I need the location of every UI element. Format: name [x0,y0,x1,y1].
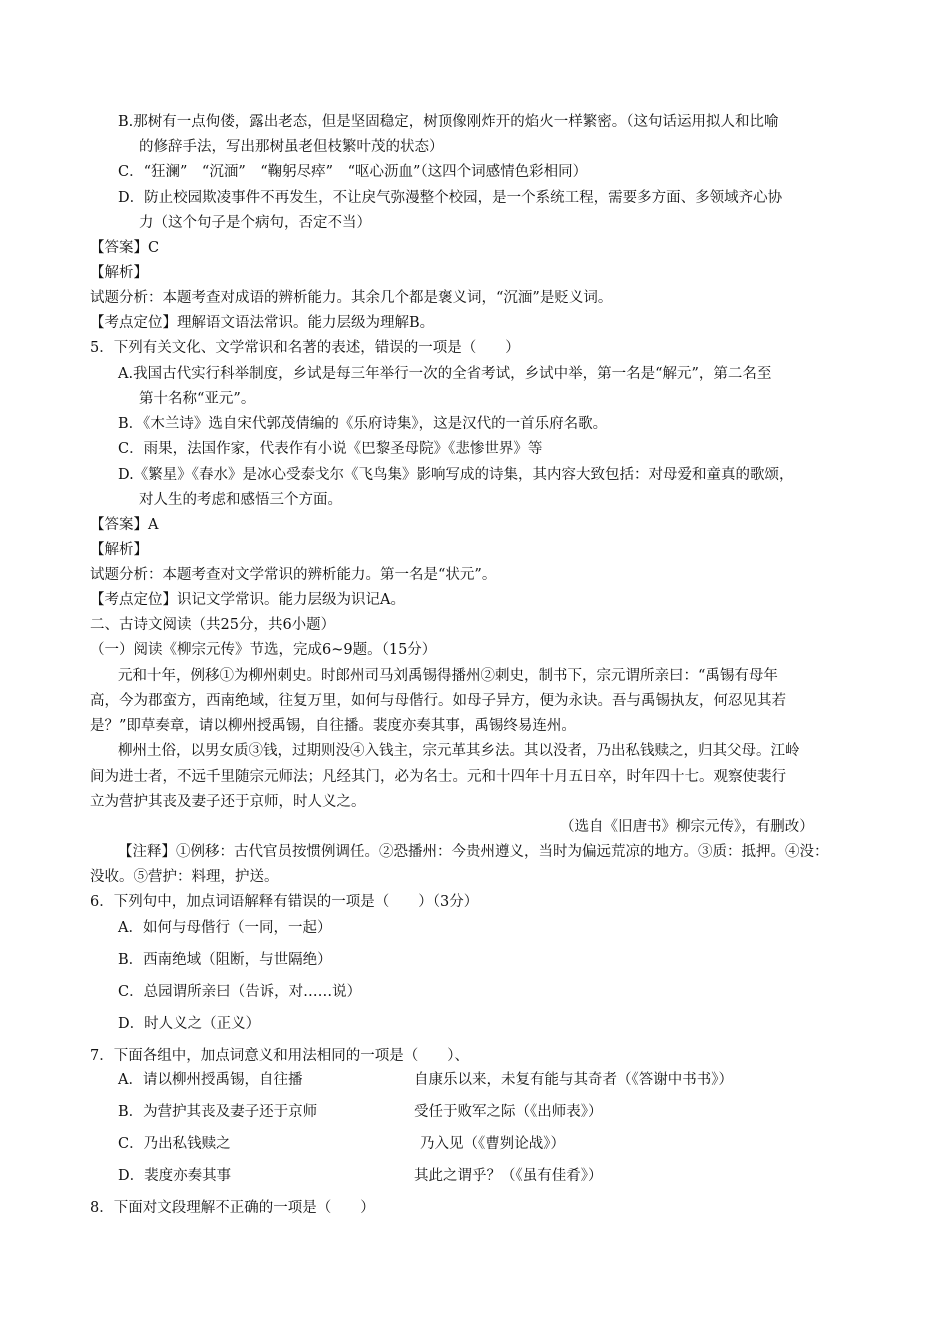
q5-option-a-line1: A.我国古代实行科举制度，乡试是每三年举行一次的全省考试，乡试中举，第一名是“解元”，第二名至 [118,366,772,382]
option-d-line1: D．防止校园欺凌事件不再发生，不让戾气弥漫整个校园，是一个系统工程，需要多方面、多领域齐心协 [118,190,783,206]
question-5: 5．下列有关文化、文学常识和名著的表述，错误的一项是（ ） [90,340,520,356]
q7-option-c-right: 乃入见（《曹刿论战》） [420,1136,565,1152]
q5-test-point: 【考点定位】识记文学常识。能力层级为识记A。 [90,592,405,608]
q7-option-a-left: A．请以柳州授禹锡，自往播 [118,1072,303,1088]
answer-label: 【答案】C [90,240,160,256]
option-b-line1: B.那树有一点佝偻，露出老态，但是坚固稳定，树顶像刚炸开的焰火一样繁密。（这句话运用拟人和比喻 [118,114,779,130]
q7-option-c-left: C．乃出私钱赎之 [118,1136,231,1152]
q6-option-c: C．总园谓所亲曰（告诉，对……说） [118,984,362,1000]
q7-option-b-right: 受任于败军之际（《出师表》） [414,1104,603,1120]
q7-option-d-right: 其此之谓乎？（《虽有佳肴》） [414,1168,603,1184]
q5-analysis-label: 【解析】 [90,542,148,558]
subsection-heading: （一）阅读《柳宗元传》节选，完成6~9题。（15分） [90,642,437,658]
test-point: 【考点定位】理解语文语法常识。能力层级为理解B。 [90,315,435,331]
passage-p1-line1: 元和十年，例移①为柳州刺史。时郎州司马刘禹锡得播州②刺史，制书下，宗元谓所亲曰：“禹锡有母年 [118,668,778,684]
q6-option-a: A．如何与母偕行（一同，一起） [118,920,332,936]
option-d-line2: 力（这个句子是个病句，否定不当） [139,215,371,231]
notes-line1: 【注释】①例移：古代官员按惯例调任。②恐播州：今贵州遵义，当时为偏远荒凉的地方。③质：抵押。④没： [118,844,829,860]
option-b-line2: 的修辞手法，写出那树虽老但枝繁叶茂的状态） [139,139,444,155]
notes-line2: 没收。⑤营护：料理，护送。 [90,869,279,885]
question-7: 7．下面各组中，加点词意义和用法相同的一项是（ ）、 [90,1048,469,1064]
passage-p1-line3: 是？”即草奏章，请以柳州授禹锡，自往播。裴度亦奏其事，禹锡终易连州。 [90,718,576,734]
q5-answer: 【答案】A [90,517,159,533]
section-heading: 二、古诗文阅读（共25分，共6小题） [90,617,336,633]
q5-analysis-text: 试题分析：本题考查对文学常识的辨析能力。第一名是“状元”。 [90,567,497,583]
passage-p2-line1: 柳州土俗，以男女质③钱，过期则没④入钱主，宗元革其乡法。其以没者，乃出私钱赎之，归其父母。江岭 [118,743,800,759]
q5-option-b: B．《木兰诗》选自宋代郭茂倩编的《乐府诗集》，这是汉代的一首乐府名歌。 [118,416,608,432]
q7-option-d-left: D．裴度亦奏其事 [118,1168,232,1184]
q5-option-a-line2: 第十名称“亚元”。 [139,391,256,407]
q6-option-b: B．西南绝域（阻断，与世隔绝） [118,952,332,968]
analysis-text: 试题分析：本题考查对成语的辨析能力。其余几个都是褒义词，“沉湎”是贬义词。 [90,290,613,306]
q5-option-c: C．雨果，法国作家，代表作有小说《巴黎圣母院》《悲惨世界》等 [118,441,543,457]
q7-option-b-left: B．为营护其丧及妻子还于京师 [118,1104,318,1120]
analysis-label: 【解析】 [90,265,148,281]
q6-option-d: D．时人义之（正义） [118,1016,261,1032]
q5-option-d-line2: 对人生的考虑和感悟三个方面。 [139,492,342,508]
q5-option-d-line1: D.《繁星》《春水》是冰心受泰戈尔《飞鸟集》影响写成的诗集，其内容大致包括：对母爱和童真的歌颂， [118,467,794,483]
question-8: 8．下面对文段理解不正确的一项是（ ） [90,1200,375,1216]
passage-p1-line2: 高，今为郡蛮方，西南绝域，往复万里，如何与母偕行。如母子异方，便为永诀。吾与禹锡执友，何忍见其若 [90,693,786,709]
question-6: 6．下列句中，加点词语解释有错误的一项是（ ）（3分） [90,894,479,910]
passage-p2-line2: 间为进士者，不远千里随宗元师法；凡经其门，必为名士。元和十四年十月五日卒，时年四十七。观察使裴行 [90,769,786,785]
option-c: C．“狂澜” “沉湎” “鞠躬尽瘁” “呕心沥血”（这四个词感情色彩相同） [118,164,588,180]
q7-option-a-right: 自康乐以来，未复有能与其奇者（《答谢中书书》） [414,1072,733,1088]
passage-p2-line3: 立为营护其丧及妻子还于京师，时人义之。 [90,794,366,810]
passage-source: （选自《旧唐书》柳宗元传》，有删改） [560,819,814,835]
